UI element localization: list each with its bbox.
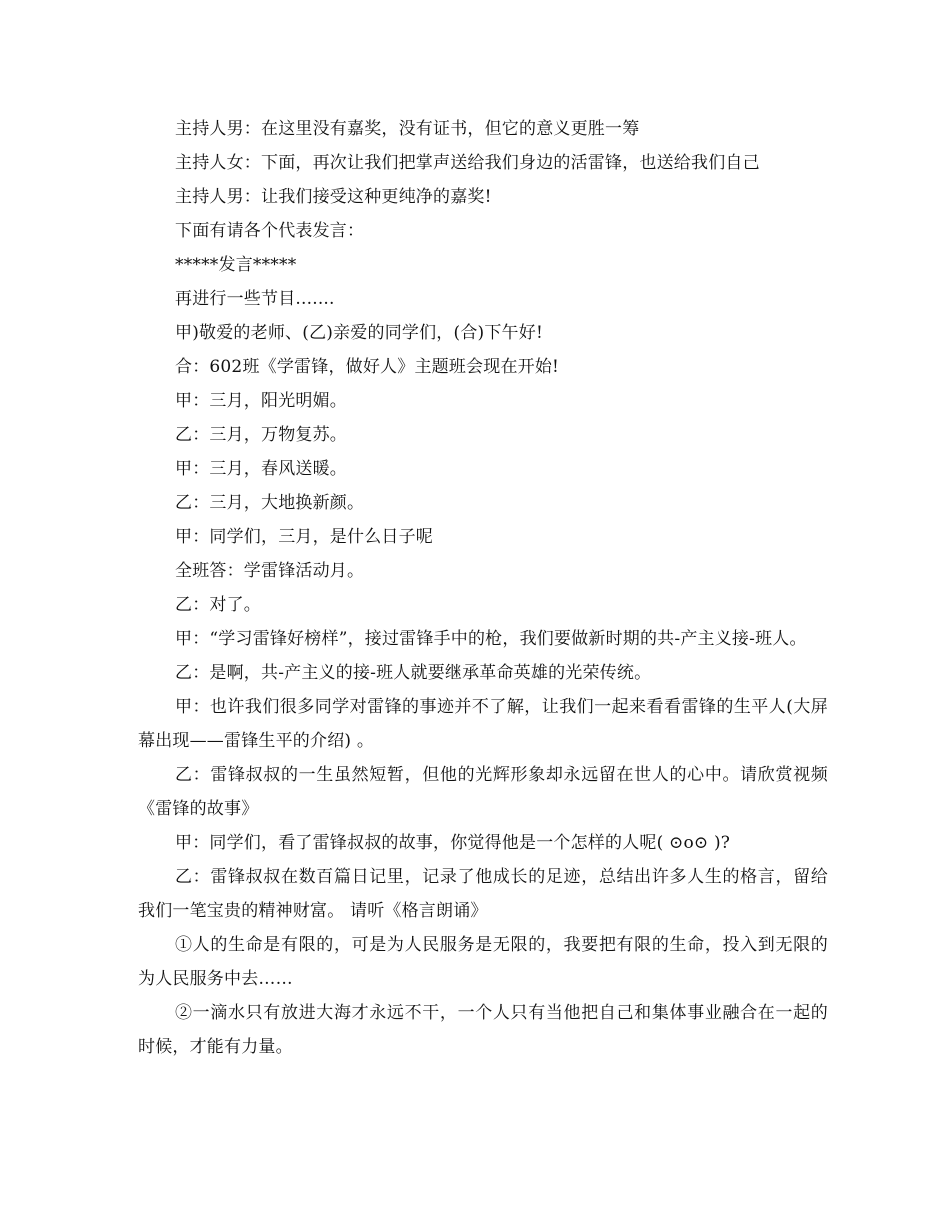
paragraph: 甲：也许我们很多同学对雷锋的事迹并不了解，让我们一起来看看雷锋的生平人(大屏幕出现——雷锋生平的介绍) 。 [138, 697, 828, 751]
text-line: 甲：同学们，三月，是什么日子呢 [175, 527, 433, 547]
text-line: *****发言***** [175, 255, 297, 275]
text-line: 主持人女：下面，再次让我们把掌声送给我们身边的活雷锋，也送给我们自己 [175, 153, 760, 173]
text-line: 乙：三月，万物复苏。 [175, 425, 347, 445]
text-line: 合：602班《学雷锋，做好人》主题班会现在开始! [175, 357, 560, 377]
text-line: 全班答：学雷锋活动月。 [175, 561, 365, 581]
document-body [138, 112, 828, 1064]
paragraph: 甲：“学习雷锋好榜样”，接过雷锋手中的枪，我们要做新时期的共-产主义接-班人。 [175, 629, 807, 649]
text-line: 再进行一些节目....... [175, 289, 335, 309]
paragraph: 乙：是啊，共-产主义的接-班人就要继承革命英雄的光荣传统。 [175, 663, 652, 683]
text-line: 乙：对了。 [175, 595, 261, 615]
paragraph: ①人的生命是有限的，可是为人民服务是无限的，我要把有限的生命，投入到无限的为人民服务中去…… [138, 935, 828, 989]
text-line: 甲：三月，春风送暖。 [175, 459, 347, 479]
paragraph: 甲：同学们，看了雷锋叔叔的故事，你觉得他是一个怎样的人呢( ⊙o⊙ )? [175, 833, 731, 853]
text-line: 主持人男：让我们接受这种更纯净的嘉奖! [175, 187, 492, 207]
paragraph: 乙：雷锋叔叔在数百篇日记里，记录了他成长的足迹，总结出许多人生的格言，留给我们一笔宝贵的精神财富。 请听《格言朗诵》 [138, 867, 828, 921]
paragraph: 乙：雷锋叔叔的一生虽然短暂，但他的光辉形象却永远留在世人的心中。请欣赏视频《雷锋的故事》 [138, 765, 828, 819]
text-line: 主持人男：在这里没有嘉奖，没有证书，但它的意义更胜一筹 [175, 119, 640, 139]
text-line: 甲)敬爱的老师、(乙)亲爱的同学们，(合)下午好! [175, 323, 543, 343]
paragraph: ②一滴水只有放进大海才永远不干，一个人只有当他把自己和集体事业融合在一起的时候，才能有力量。 [138, 1003, 828, 1057]
text-line: 甲：三月，阳光明媚。 [175, 391, 347, 411]
text-line: 乙：三月，大地换新颜。 [175, 493, 365, 513]
text-line: 下面有请各个代表发言： [175, 221, 365, 241]
